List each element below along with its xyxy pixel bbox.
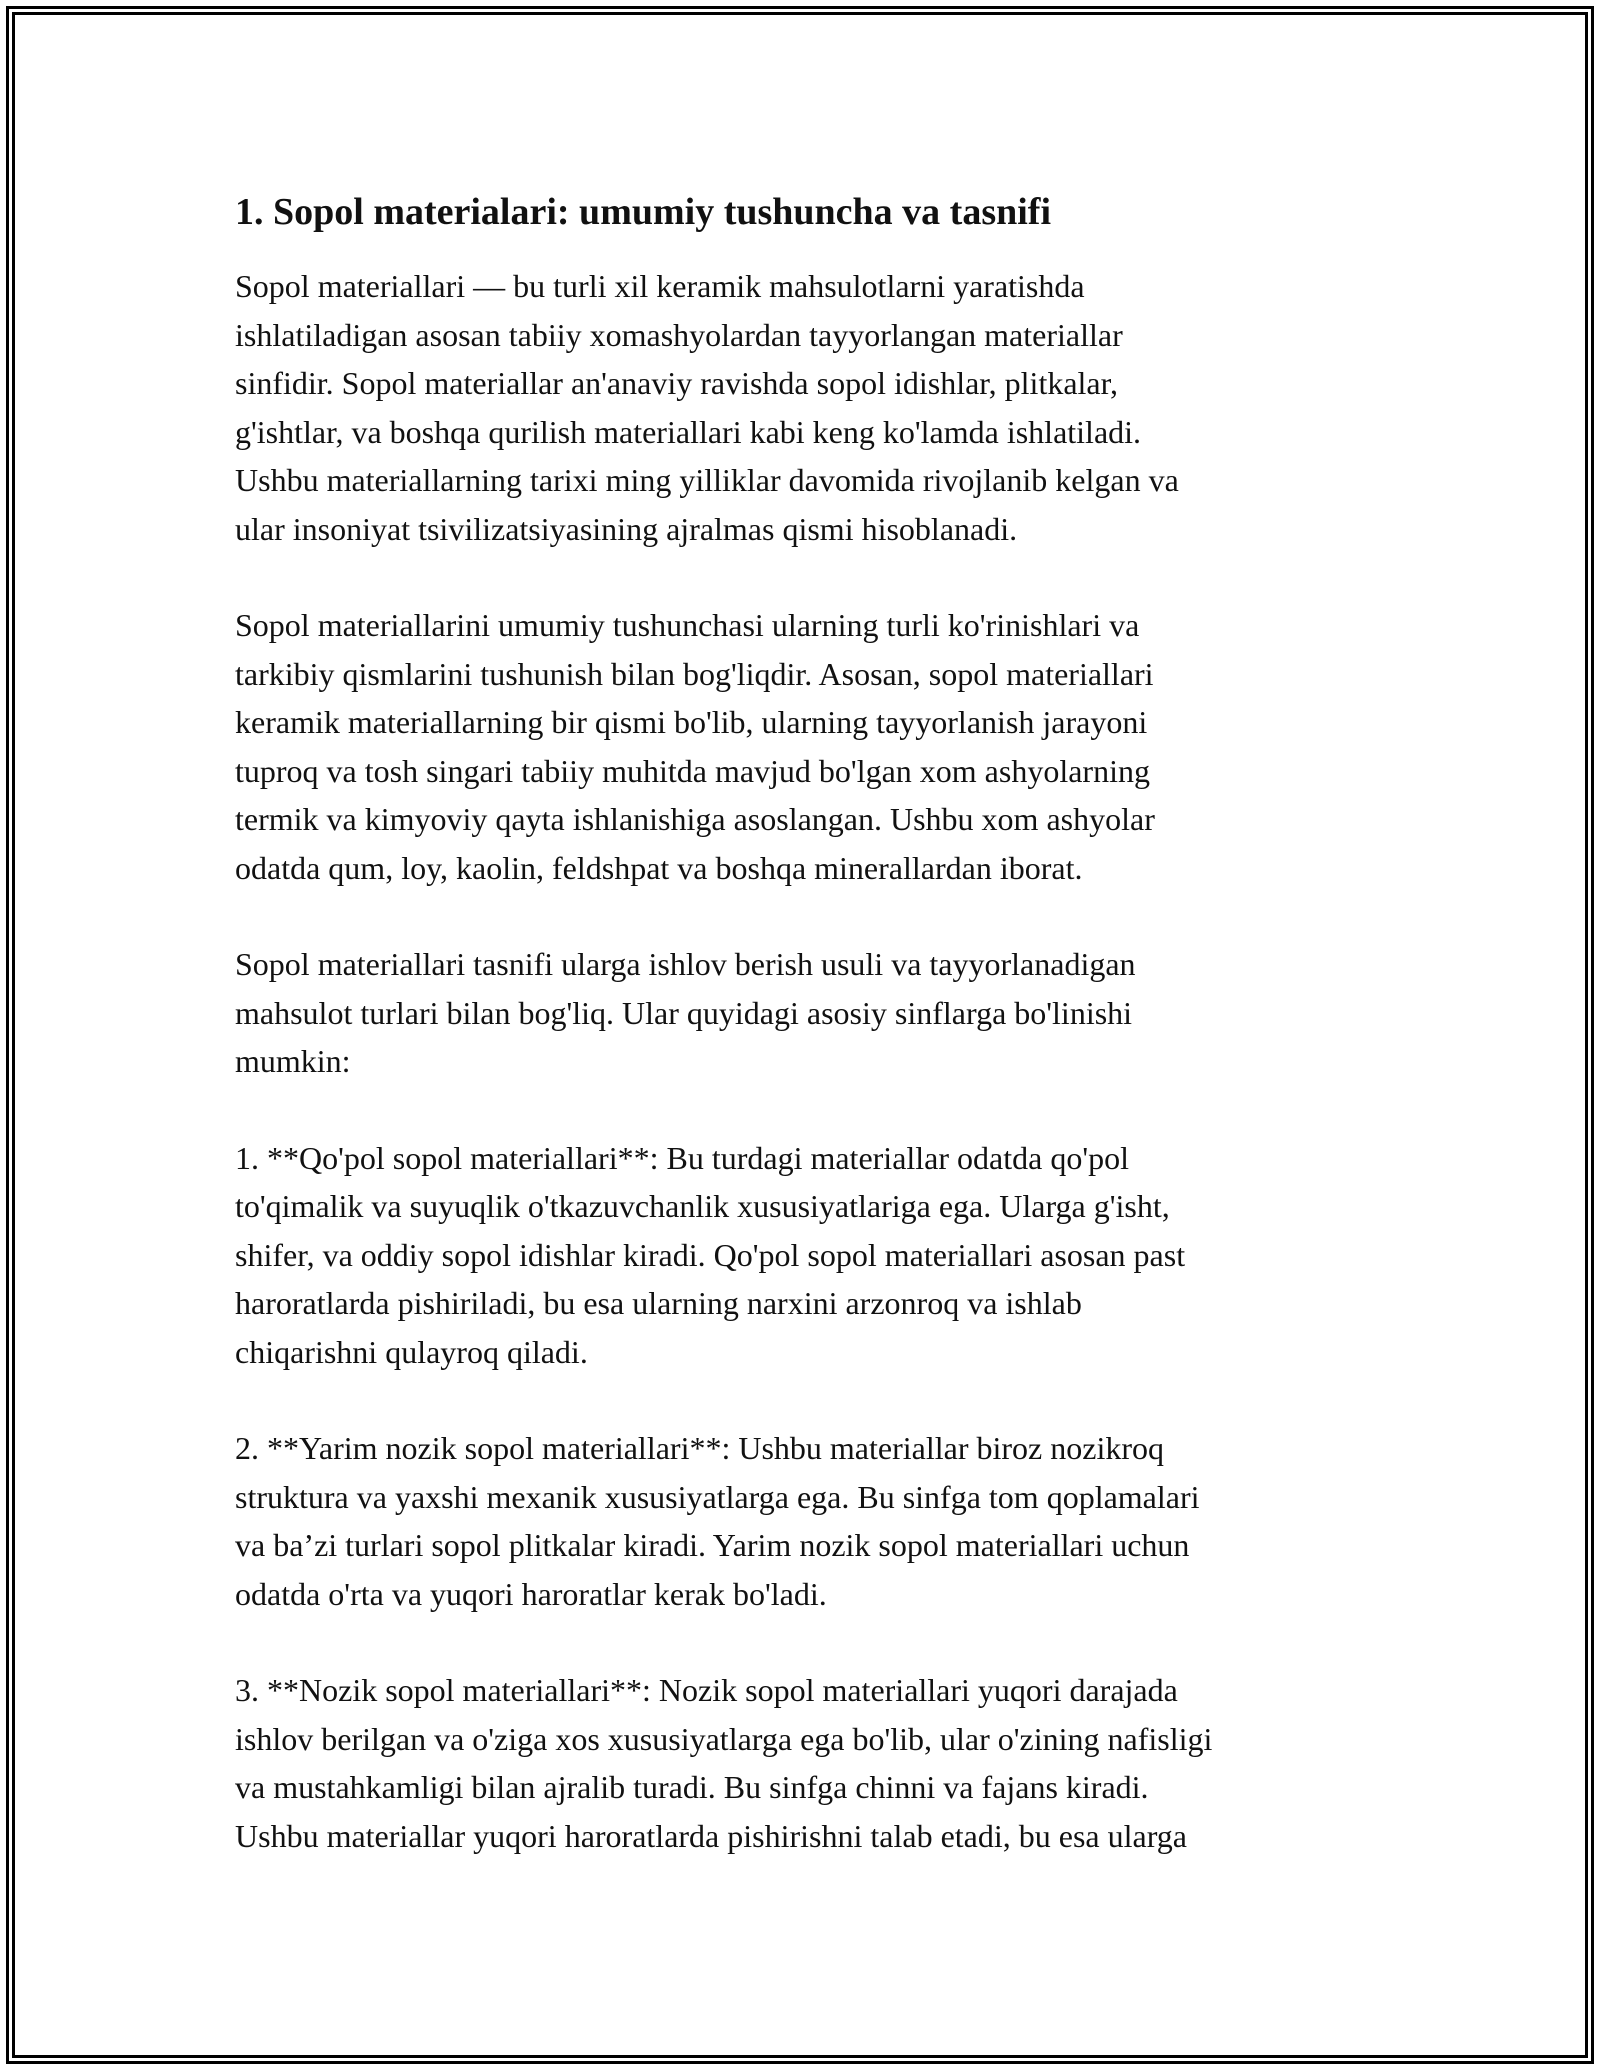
text-line: shifer, va oddiy sopol idishlar kiradi. Qo'pol sopol materiallari asosan past [235,1236,1186,1273]
text-line: mahsulot turlari bilan bog'liq. Ular quyidagi asosiy sinflarga bo'linishi [235,994,1133,1031]
text-line: sinfidir. Sopol materiallar an'anaviy ravishda sopol idishlar, plitkalar, [235,365,1118,401]
text-line: ishlov berilgan va o'ziga xos xususiyatlarga ega bo'lib, ular o'zining nafisligi [235,1720,1213,1757]
text-line: odatda o'rta va yuqori haroratlar kerak bo'ladi. [235,1575,827,1612]
text-line: chiqarishni qulayroq qiladi. [235,1333,588,1370]
text-line: ular insoniyat tsivilizatsiyasining ajralmas qismi hisoblanadi. [235,510,1018,547]
paragraph-intro [235,262,1385,553]
paragraph-general-concept [235,601,1385,892]
text-line: Sopol materiallari tasnifi ularga ishlov berish usuli va tayyorlanadigan [235,946,1136,982]
list-item-fine [235,1666,1385,1860]
text-line: keramik materiallarning bir qismi bo'lib, ularning tayyorlanish jarayoni [235,704,1148,740]
text-line: va ba’zi turlari sopol plitkalar kiradi. Yarim nozik sopol materiallari uchun [235,1527,1190,1563]
text-line: mumkin: [235,1043,351,1079]
list-item-semi-fine [235,1424,1385,1618]
text-line: Ushbu materiallar yuqori haroratlarda pishirishni talab etadi, bu esa ularga [235,1817,1187,1854]
text-line: odatda qum, loy, kaolin, feldshpat va boshqa minerallardan iborat. [235,849,1083,886]
text-line: Ushbu materiallarning tarixi ming yilliklar davomida rivojlanib kelgan va [235,462,1179,498]
text-line: Sopol materiallarini umumiy tushunchasi ularning turli ko'rinishlari va [235,607,1140,643]
text-line: tarkibiy qismlarini tushunish bilan bog'liqdir. Asosan, sopol materiallari [235,655,1154,692]
text-line: struktura va yaxshi mexanik xususiyatlarga ega. Bu sinfga tom qoplamalari [235,1478,1200,1515]
text-line: termik va kimyoviy qayta ishlanishiga asoslangan. Ushbu xom ashyolar [235,801,1155,837]
text-line: 2. **Yarim nozik sopol materiallari**: Ushbu materiallar biroz nozikroq [235,1430,1164,1466]
section-title: 1. Sopol materialari: umumiy tushuncha va tasnifi [235,191,1052,233]
text-line: Sopol materiallari — bu turli xil keramik mahsulotlarni yaratishda [235,268,1085,304]
text-line: va mustahkamligi bilan ajralib turadi. Bu sinfga chinni va fajans kiradi. [235,1769,1149,1805]
paragraph-classification [235,940,1385,1086]
text-line: ishlatiladigan asosan tabiiy xomashyolardan tayyorlangan materiallar [235,316,1123,353]
list-item-coarse [235,1134,1385,1377]
text-line: g'ishtlar, va boshqa qurilish materiallari kabi keng ko'lamda ishlatiladi. [235,413,1142,450]
text-line: tuproq va tosh singari tabiiy muhitda mavjud bo'lgan xom ashyolarning [235,752,1150,789]
text-line: to'qimalik va suyuqlik o'tkazuvchanlik xususiyatlariga ega. Ularga g'isht, [235,1188,1170,1224]
text-line: 3. **Nozik sopol materiallari**: Nozik sopol materiallari yuqori darajada [235,1672,1178,1708]
text-line: 1. **Qo'pol sopol materiallari**: Bu turdagi materiallar odatda qo'pol [235,1139,1129,1176]
document-body [235,186,1385,1908]
text-line: haroratlarda pishiriladi, bu esa ularning narxini arzonroq va ishlab [235,1285,1082,1321]
